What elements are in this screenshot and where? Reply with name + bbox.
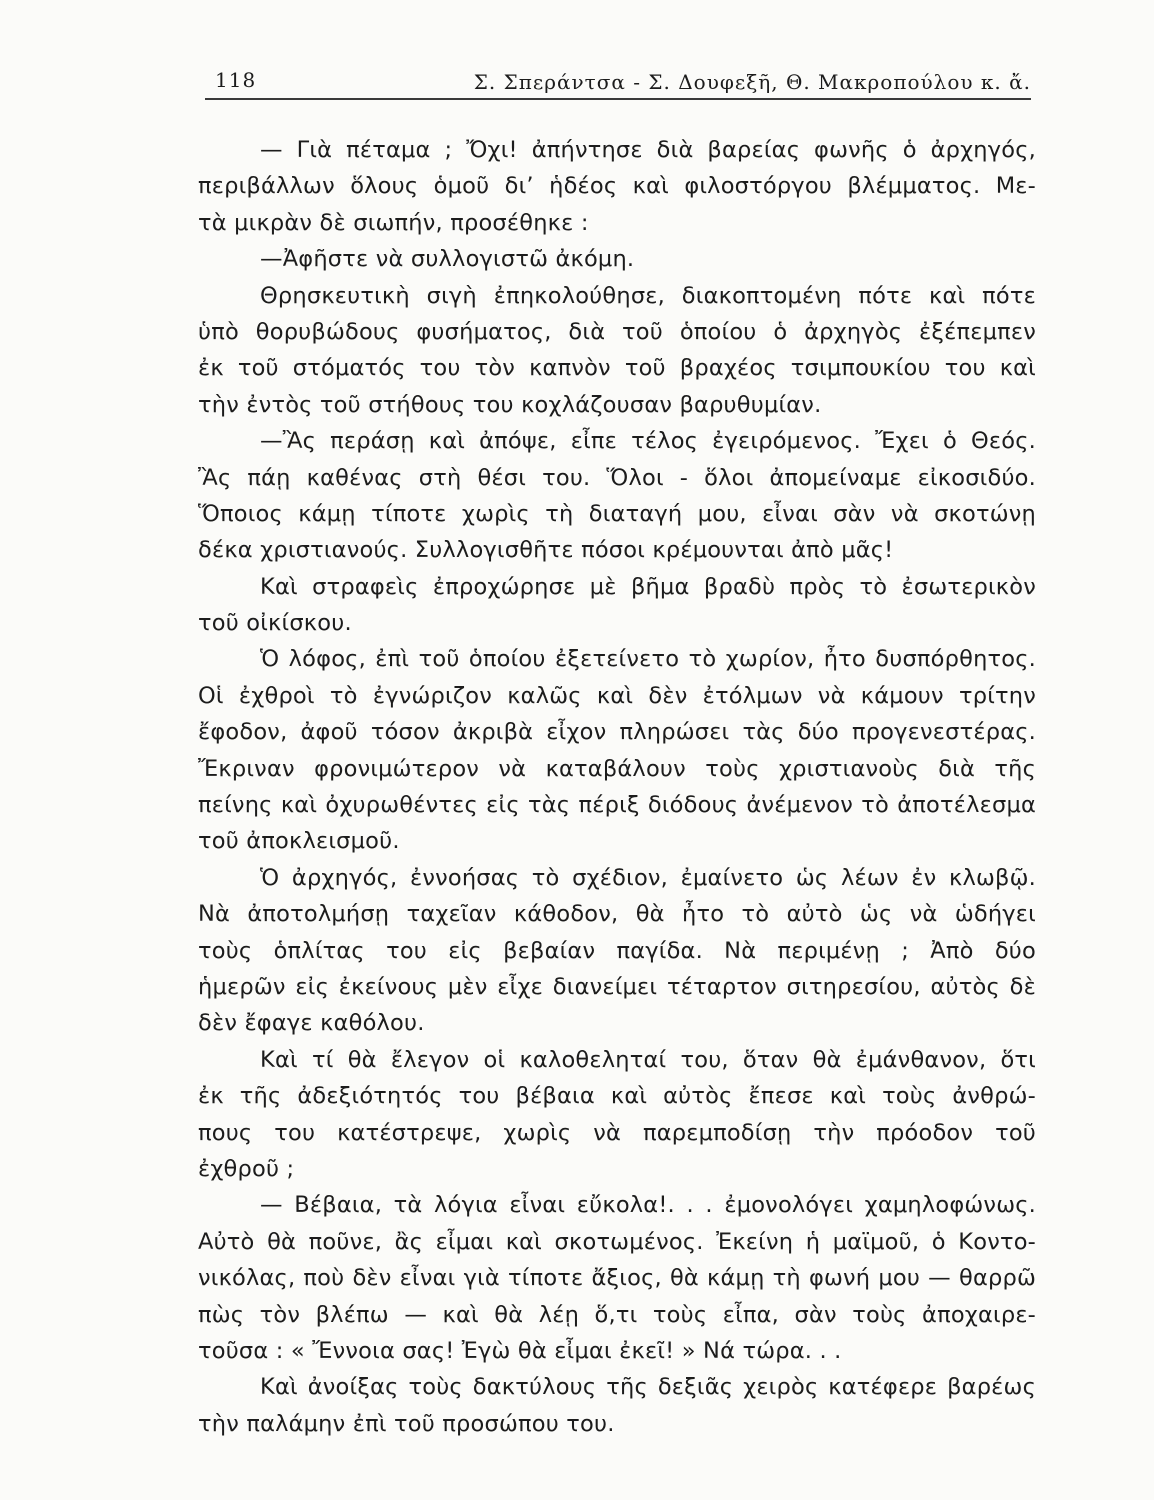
text-line: τοῦσα : « Ἔννοια σας! Ἐγὼ θὰ εἶμαι ἐκεῖ! » Νά τώρα. . . (198, 1337, 842, 1364)
text-line: Ὁ λόφος, ἐπὶ τοῦ ὁποίου ἐξετείνετο τὸ χωρίον, ἦτο δυσπόρθητος. (260, 646, 1036, 673)
text-line: Καὶ ἀνοίξας τοὺς δακτύλους τῆς δεξιᾶς χειρὸς κατέφερε βαρέως (260, 1374, 1036, 1401)
text-line: — Γιὰ πέταμα ; Ὄχι! ἀπήντησε διὰ βαρείας φωνῆς ὁ ἀρχηγός, (260, 137, 1036, 163)
text-line: Νὰ ἀποτολμήσῃ ταχεῖαν κάθοδον, θὰ ἦτο τὸ αὐτὸ ὡς νὰ ὡδήγει (198, 901, 1036, 928)
text-line: τοῦ ἀποκλεισμοῦ. (198, 828, 400, 855)
text-line: περιβάλλων ὅλους ὁμοῦ δι’ ἡδέος καὶ φιλοστόργου βλέμματος. Με- (198, 173, 1036, 200)
page-number: 118 (215, 68, 257, 92)
text-line: Ἔκριναν φρονιμώτερον νὰ καταβάλουν τοὺς χριστιανοὺς διὰ τῆς (198, 755, 1036, 782)
text-line: Αὐτὸ θὰ ποῦνε, ἂς εἶμαι καὶ σκοτωμένος. Ἐκείνη ἡ μαϊμοῦ, ὁ Κοντο- (198, 1228, 1036, 1255)
text-line: ἡμερῶν εἰς ἐκείνους μὲν εἶχε διανείμει τέταρτον σιτηρεσίου, αὐτὸς δὲ (198, 973, 1036, 1000)
text-line: Θρησκευτικὴ σιγὴ ἐπηκολούθησε, διακοπτομένη πότε καὶ πότε (260, 282, 1036, 309)
text-line: ἐκ τῆς ἀδεξιότητός του βέβαια καὶ αὐτὸς ἔπεσε καὶ τοὺς ἀνθρώ- (198, 1083, 1036, 1110)
running-title: Σ. Σπεράντσα - Σ. Δουφεξῆ, Θ. Μακροπούλου κ. ἄ. (473, 70, 1031, 94)
text-line: Καὶ στραφεὶς ἐπροχώρησε μὲ βῆμα βραδὺ πρὸς τὸ ἐσωτερικὸν (260, 573, 1036, 600)
text-line: ὑπὸ θορυβώδους φυσήματος, διὰ τοῦ ὁποίου ὁ ἀρχηγὸς ἐξέπεμπεν (198, 318, 1036, 345)
text-line: Οἱ ἐχθροὶ τὸ ἐγνώριζον καλῶς καὶ δὲν ἐτόλμων νὰ κάμουν τρίτην (198, 682, 1036, 709)
text-line: δὲν ἔφαγε καθόλου. (198, 1010, 425, 1037)
text-line: —Ἀφῆστε νὰ συλλογιστῶ ἀκόμη. (260, 246, 635, 273)
text-line: νικόλας, ποὺ δὲν εἶναι γιὰ τίποτε ἄξιος, θὰ κάμῃ τὴ φωνή μου — θαρρῶ (198, 1265, 1036, 1292)
text-line: ἔφοδον, ἀφοῦ τόσον ἀκριβὰ εἶχον πληρώσει τὰς δύο προγενεστέρας. (198, 719, 1036, 746)
text-line: ἐχθροῦ ; (198, 1155, 295, 1182)
text-line: — Βέβαια, τὰ λόγια εἶναι εὔκολα!. . . ἐμονολόγει χαμηλοφώνως. (260, 1192, 1036, 1219)
text-line: δέκα χριστιανούς. Συλλογισθῆτε πόσοι κρέμουνται ἀπὸ μᾶς! (198, 537, 894, 564)
text-line: τοὺς ὁπλίτας του εἰς βεβαίαν παγίδα. Νὰ περιμένῃ ; Ἀπὸ δύο (198, 937, 1036, 964)
text-line: τὰ μικρὰν δὲ σιωπήν, προσέθηκε : (198, 209, 589, 236)
text-line: Ὅποιος κάμῃ τίποτε χωρὶς τὴ διαταγή μου, εἶναι σὰν νὰ σκοτώνῃ (198, 500, 1036, 527)
text-line: Ὁ ἀρχηγός, ἐννοήσας τὸ σχέδιον, ἐμαίνετο ὡς λέων ἐν κλωβῷ. (260, 864, 1036, 891)
text-line: πὼς τὸν βλέπω — καὶ θὰ λέῃ ὅ,τι τοὺς εἶπα, σὰν τοὺς ἀποχαιρε- (198, 1301, 1036, 1328)
text-line: Ἂς πάῃ καθένας στὴ θέσι του. Ὅλοι - ὅλοι ἀπομείναμε εἰκοσιδύο. (198, 464, 1036, 491)
text-line: τὴν ἐντὸς τοῦ στήθους του κοχλάζουσαν βαρυθυμίαν. (198, 391, 822, 418)
body-text (198, 132, 1036, 1442)
text-line: ἐκ τοῦ στόματός του τὸν καπνὸν τοῦ βραχέος τσιμπουκίου του καὶ (198, 355, 1036, 382)
text-line: πείνης καὶ ὀχυρωθέντες εἰς τὰς πέριξ διόδους ἀνέμενον τὸ ἀποτέλεσμα (198, 792, 1036, 819)
text-line: τοῦ οἰκίσκου. (198, 610, 352, 637)
text-line: τὴν παλάμην ἐπὶ τοῦ προσώπου του. (198, 1410, 615, 1437)
text-line: πους του κατέστρεψε, χωρὶς νὰ παρεμποδίσῃ τὴν πρόοδον τοῦ (198, 1119, 1036, 1146)
text-line: Καὶ τί θὰ ἔλεγον οἱ καλοθεληταί του, ὅταν θὰ ἐμάνθανον, ὅτι (260, 1046, 1036, 1073)
text-line: —Ἂς περάσῃ καὶ ἀπόψε, εἶπε τέλος ἐγειρόμενος. Ἔχει ὁ Θεός. (260, 428, 1036, 455)
running-head (205, 64, 1031, 100)
